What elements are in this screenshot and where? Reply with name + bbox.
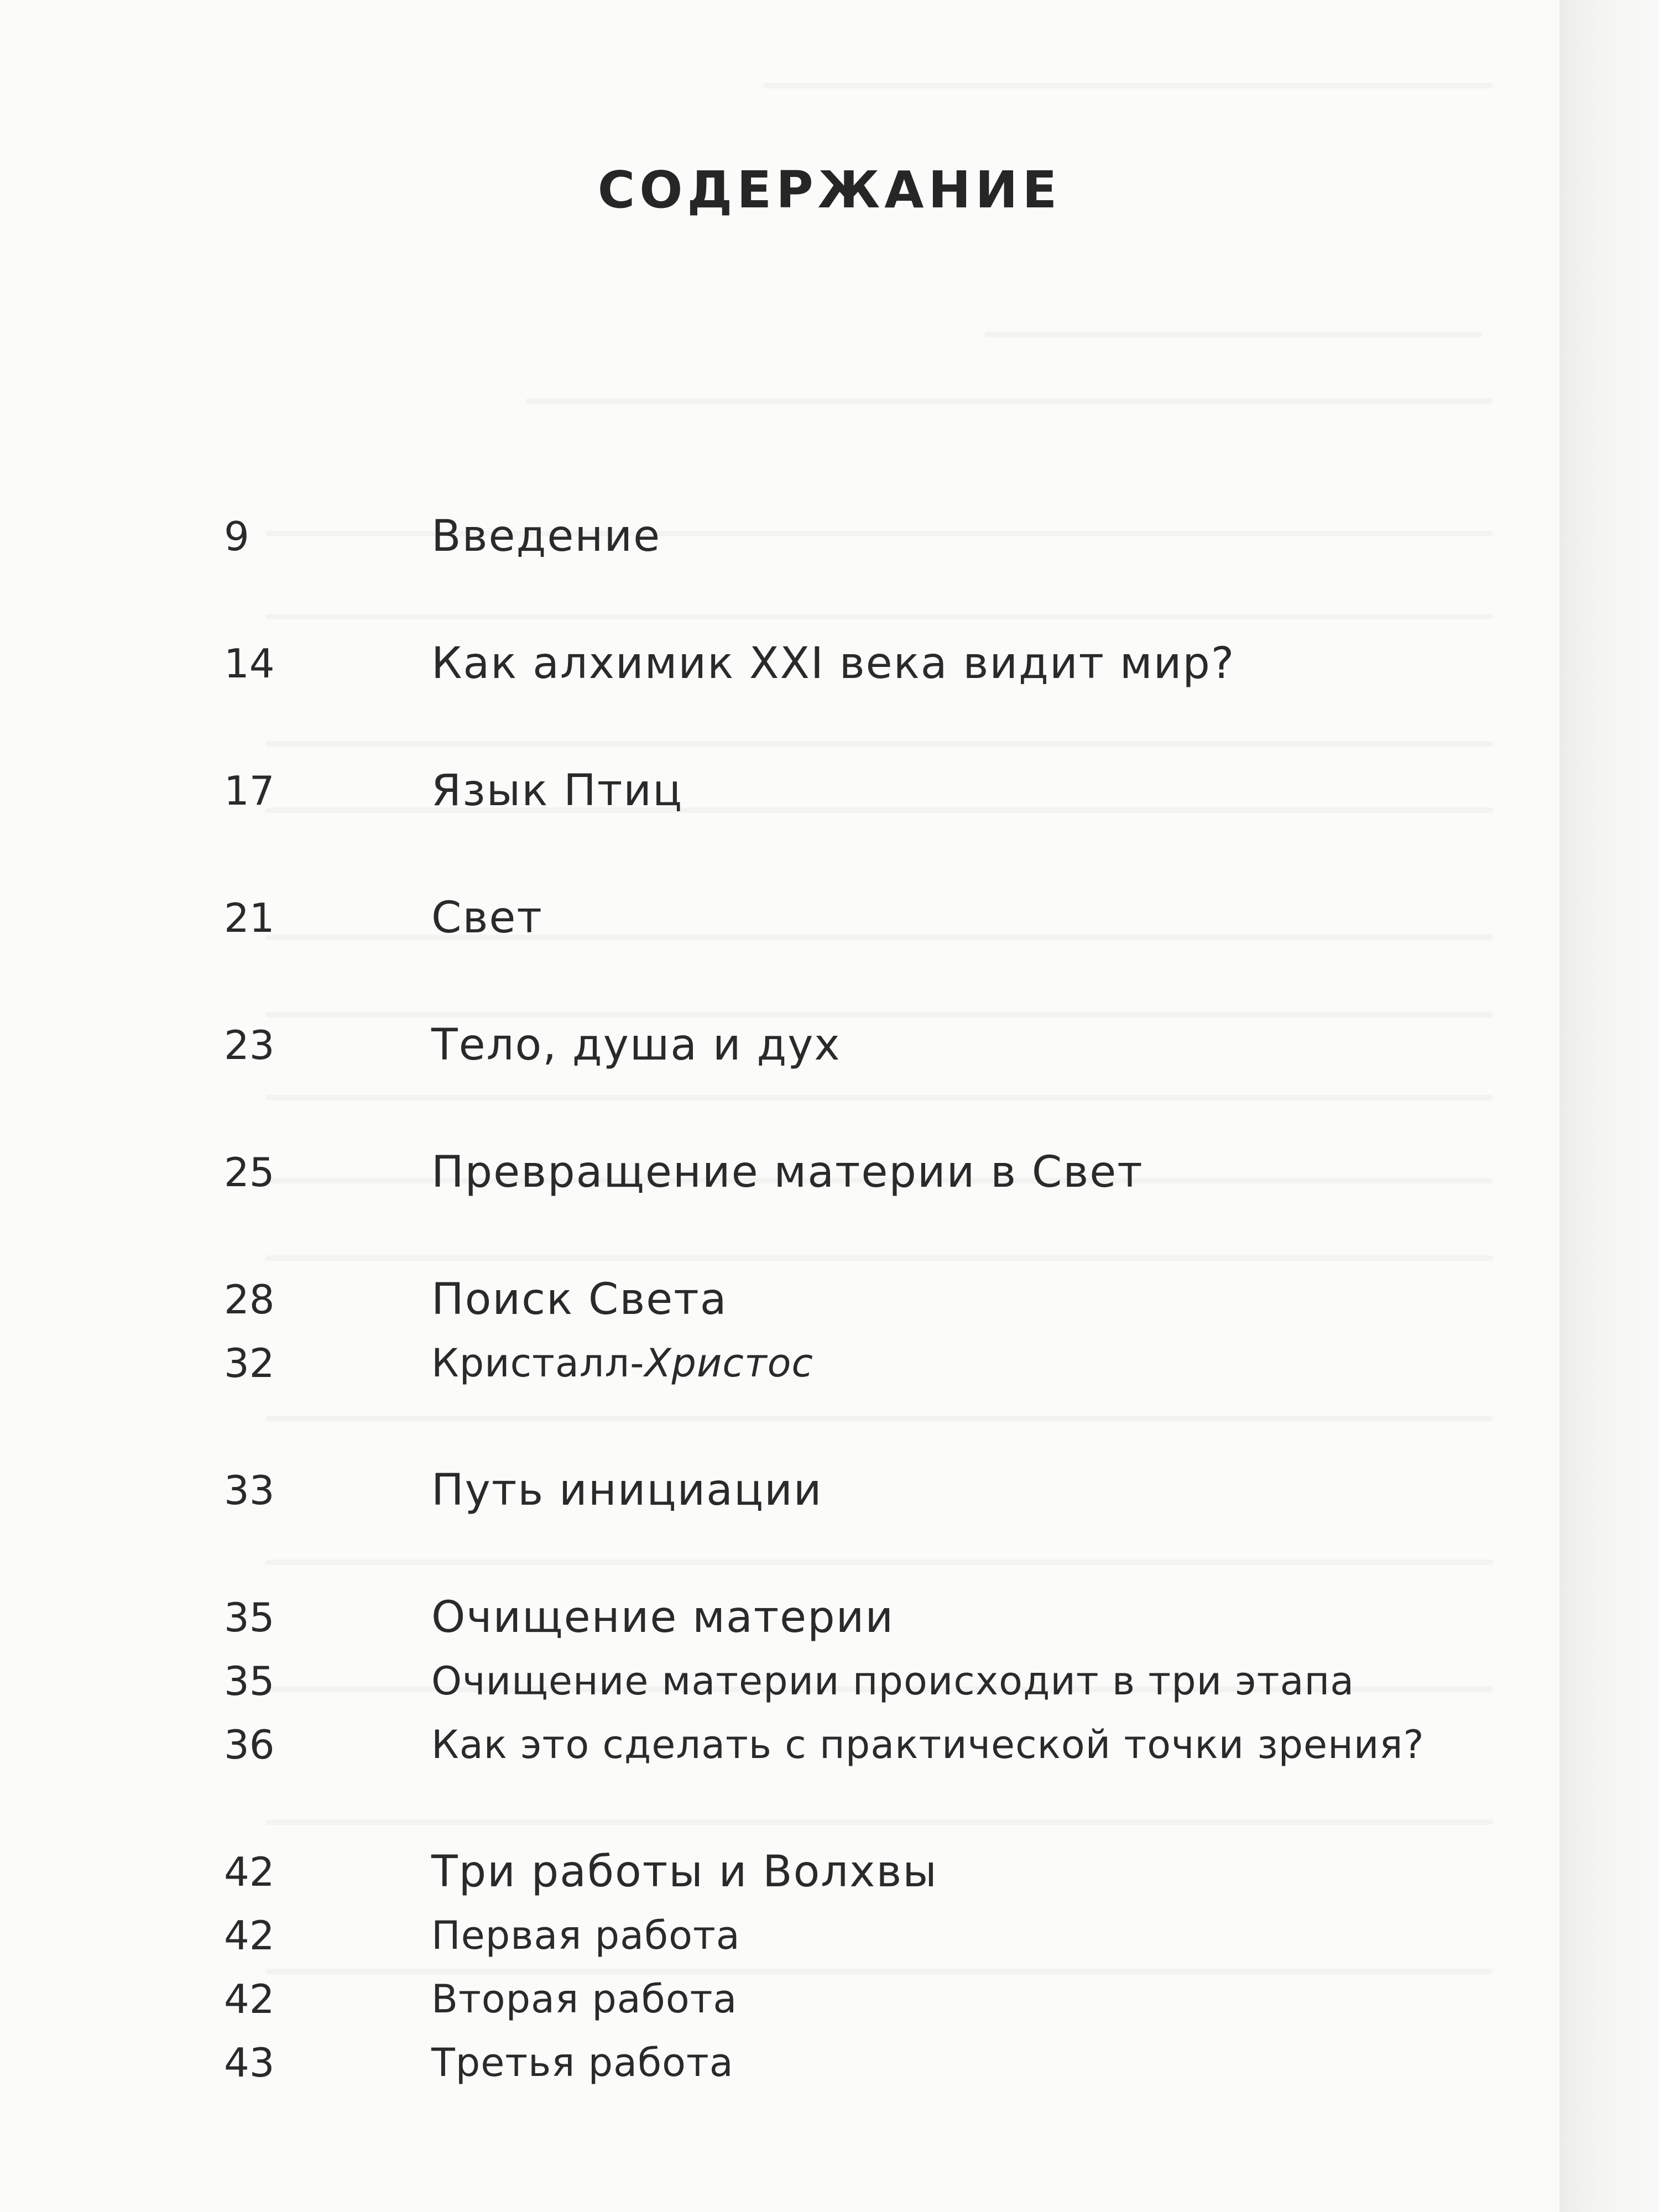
toc-entry <box>0 633 1548 694</box>
toc-page-number: 33 <box>224 1467 275 1514</box>
toc-entry <box>0 760 1548 821</box>
toc-entry <box>0 1841 1548 1902</box>
toc-page-number: 21 <box>224 895 275 941</box>
toc-chapter-title: Превращение материи в Свет <box>431 1147 1144 1197</box>
show-through-line <box>265 1255 1493 1261</box>
toc-entry <box>0 1142 1548 1203</box>
toc-section-title <box>431 1333 813 1394</box>
toc-page-number: 23 <box>224 1022 275 1068</box>
toc-section-title-roman: Кристалл- <box>431 1340 645 1386</box>
toc-chapter-title: Тело, душа и дух <box>431 1020 841 1070</box>
toc-subentry <box>0 1905 1548 1966</box>
toc-chapter-title: Введение <box>431 512 661 561</box>
toc-page-number: 35 <box>224 1658 275 1704</box>
toc-section-title: Очищение материи происходит в три этапа <box>431 1658 1355 1704</box>
toc-page-number: 42 <box>224 1912 275 1959</box>
toc-chapter-title: Свет <box>431 893 543 943</box>
show-through-line <box>265 741 1493 747</box>
toc-entry <box>0 888 1548 948</box>
toc-page-number: 25 <box>224 1149 275 1196</box>
show-through-line <box>265 614 1493 619</box>
toc-page-number: 43 <box>224 2039 275 2086</box>
toc-section-title: Третья работа <box>431 2040 734 2085</box>
toc-page-number: 9 <box>224 513 249 560</box>
toc-chapter-title: Очищение материи <box>431 1593 895 1642</box>
toc-page-number: 36 <box>224 1721 275 1768</box>
toc-section-title: Первая работа <box>431 1913 740 1958</box>
toc-section-title: Как это сделать с практической точки зрения? <box>431 1722 1425 1767</box>
toc-chapter-title: Три работы и Волхвы <box>431 1847 938 1897</box>
toc-entry <box>0 506 1548 567</box>
toc-entry <box>0 1269 1548 1330</box>
toc-subentry <box>0 1651 1548 1712</box>
toc-chapter-title: Путь инициации <box>431 1465 823 1515</box>
toc-page-number: 14 <box>224 640 275 687</box>
show-through-line <box>265 1819 1493 1825</box>
toc-entry <box>0 1587 1548 1648</box>
toc-chapter-title: Как алхимик XXI века видит мир? <box>431 639 1235 688</box>
toc-chapter-title: Язык Птиц <box>431 766 684 816</box>
toc-subentry <box>0 1714 1548 1775</box>
toc-subentry <box>0 1969 1548 2030</box>
toc-page-number: 32 <box>224 1340 275 1386</box>
toc-page-number: 17 <box>224 768 275 814</box>
toc-page-number: 28 <box>224 1276 275 1323</box>
show-through-line <box>525 398 1493 404</box>
toc-page-number: 35 <box>224 1594 275 1641</box>
toc-subentry <box>0 2032 1548 2093</box>
show-through-line <box>265 1095 1493 1100</box>
toc-page-number: 42 <box>224 1976 275 2022</box>
toc-chapter-title: Поиск Света <box>431 1275 728 1324</box>
toc-entry <box>0 1460 1548 1521</box>
toc-section-title-italic: Христос <box>644 1340 813 1386</box>
show-through-line <box>984 332 1482 337</box>
toc-entry <box>0 1015 1548 1076</box>
show-through-line <box>265 1559 1493 1565</box>
contents-title: СОДЕРЖАНИЕ <box>597 160 1062 220</box>
toc-subentry <box>0 1333 1548 1394</box>
toc-page-number: 42 <box>224 1849 275 1895</box>
toc-section-title: Вторая работа <box>431 1976 738 2022</box>
show-through-line <box>265 1416 1493 1421</box>
page-edge-shadow <box>1559 0 1659 2212</box>
show-through-line <box>763 83 1493 88</box>
